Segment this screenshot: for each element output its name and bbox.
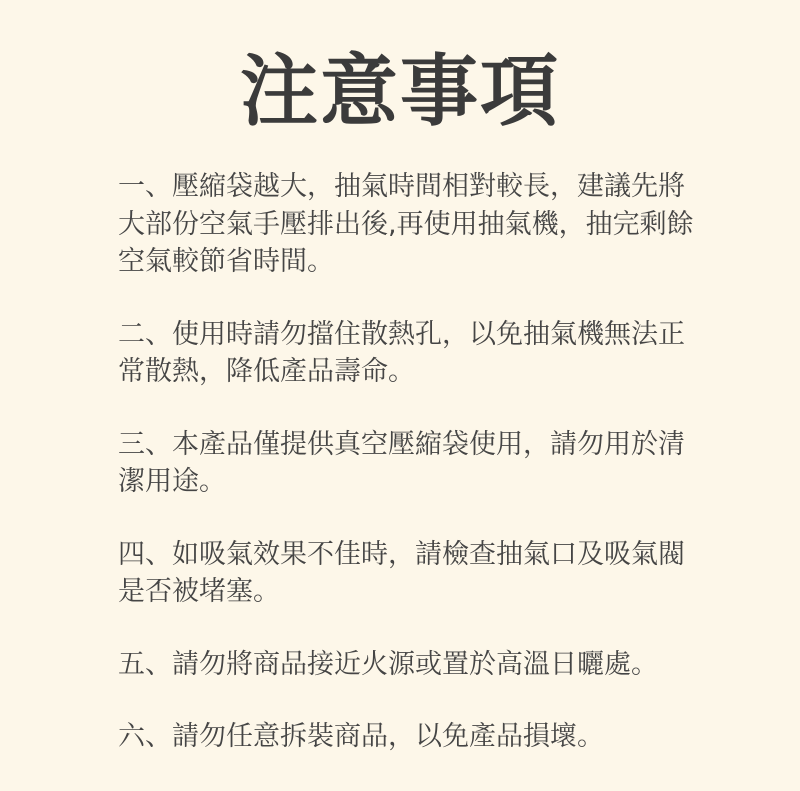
note-item-5: 五、請勿將商品接近火源或置於高溫日曬處。 <box>118 648 658 680</box>
note-item-6: 六、請勿任意拆裝商品，以免產品損壞。 <box>118 721 604 752</box>
page-title: 注意事項 <box>239 47 560 137</box>
note-item-1: 一、壓縮袋越大，抽氣時間相對較長，建議先將大部份空氣手壓排出後,再使用抽氣機，抽完剩餘空氣較節省時間。 <box>118 171 694 277</box>
note-item-4: 四、如吸氣效果不佳時，請檢查抽氣口及吸氣閥是否被堵塞。 <box>118 538 685 607</box>
notes-list <box>118 168 698 791</box>
note-item-3: 三、本產品僅提供真空壓縮袋使用，請勿用於清潔用途。 <box>118 428 685 497</box>
note-item-2: 二、使用時請勿擋住散熱孔，以免抽氣機無法正常散熱，降低產品壽命。 <box>118 318 685 387</box>
